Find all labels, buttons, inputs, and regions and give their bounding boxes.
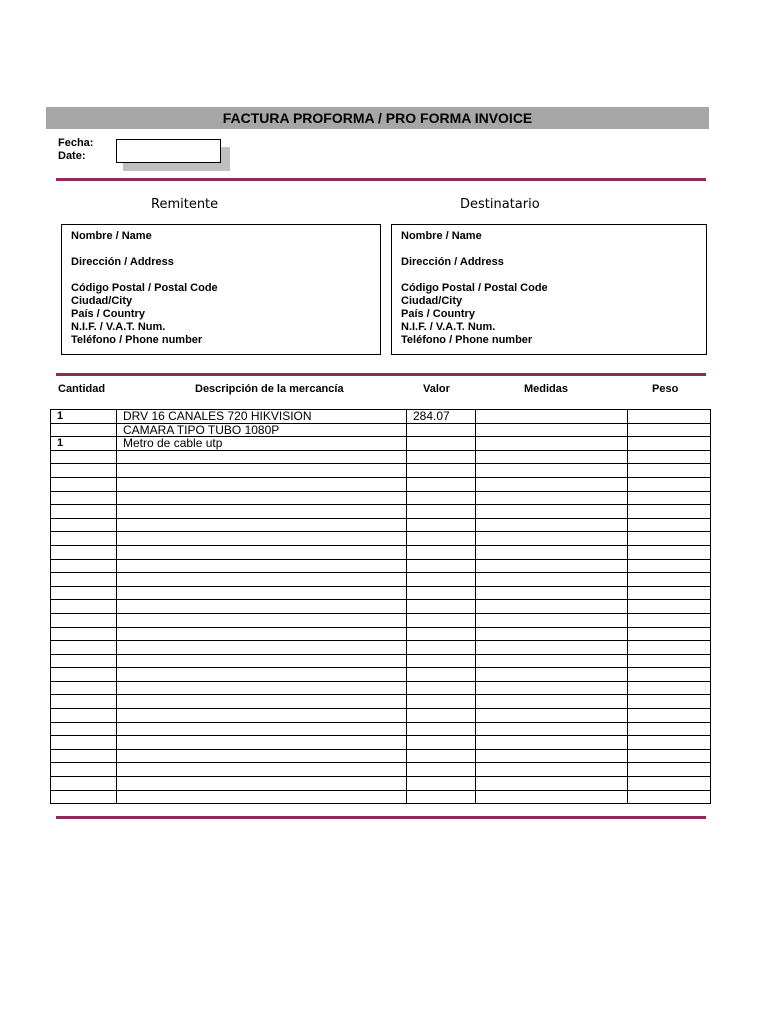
cell-description[interactable] [117, 790, 407, 804]
sender-phone-label: Teléfono / Phone number [71, 334, 203, 346]
cell-description[interactable]: DRV 16 CANALES 720 HIKVISION [117, 410, 407, 424]
divider-bottom [56, 816, 706, 819]
cell-weight[interactable] [628, 613, 711, 627]
cell-quantity[interactable] [51, 545, 117, 559]
cell-weight[interactable] [628, 681, 711, 695]
cell-measures[interactable] [476, 573, 628, 587]
cell-description[interactable] [117, 763, 407, 777]
cell-measures[interactable] [476, 641, 628, 655]
cell-measures[interactable] [476, 709, 628, 723]
cell-quantity[interactable] [51, 777, 117, 791]
cell-weight[interactable] [628, 505, 711, 519]
cell-quantity[interactable] [51, 668, 117, 682]
cell-measures[interactable] [476, 790, 628, 804]
table-row [51, 423, 711, 437]
table-row [51, 545, 711, 559]
cell-weight[interactable] [628, 518, 711, 532]
cell-measures[interactable] [476, 518, 628, 532]
cell-description[interactable] [117, 532, 407, 546]
table-row [51, 695, 711, 709]
sender-vat-label: N.I.F. / V.A.T. Num. [71, 321, 166, 333]
cell-quantity[interactable] [51, 709, 117, 723]
column-header-value: Valor [423, 383, 450, 395]
cell-value[interactable] [407, 654, 476, 668]
cell-value[interactable] [407, 423, 476, 437]
cell-measures[interactable] [476, 736, 628, 750]
table-row [51, 641, 711, 655]
sender-country-label: País / Country [71, 308, 145, 320]
cell-measures[interactable] [476, 505, 628, 519]
cell-measures[interactable] [476, 491, 628, 505]
table-row [51, 505, 711, 519]
cell-value[interactable] [407, 695, 476, 709]
sender-name-label: Nombre / Name [71, 230, 152, 242]
cell-measures[interactable] [476, 545, 628, 559]
cell-weight[interactable] [628, 695, 711, 709]
cell-description[interactable] [117, 464, 407, 478]
cell-description[interactable] [117, 600, 407, 614]
cell-weight[interactable] [628, 477, 711, 491]
cell-quantity[interactable]: 1 [51, 410, 117, 424]
cell-value[interactable] [407, 450, 476, 464]
cell-measures[interactable] [476, 423, 628, 437]
cell-value[interactable] [407, 559, 476, 573]
cell-description[interactable] [117, 709, 407, 723]
cell-value[interactable] [407, 545, 476, 559]
table-row [51, 464, 711, 478]
date-label-es: Fecha: [58, 137, 94, 149]
sender-postal-label: Código Postal / Postal Code [71, 282, 218, 294]
cell-quantity[interactable] [51, 518, 117, 532]
cell-value[interactable] [407, 437, 476, 451]
cell-value[interactable] [407, 627, 476, 641]
cell-description[interactable] [117, 559, 407, 573]
recipient-box[interactable] [391, 224, 707, 355]
cell-quantity[interactable] [51, 641, 117, 655]
cell-weight[interactable] [628, 532, 711, 546]
cell-value[interactable] [407, 749, 476, 763]
cell-description[interactable] [117, 695, 407, 709]
cell-weight[interactable] [628, 586, 711, 600]
sender-box[interactable] [61, 224, 381, 355]
table-row [51, 722, 711, 736]
table-row [51, 613, 711, 627]
cell-weight[interactable] [628, 763, 711, 777]
table-row [51, 518, 711, 532]
date-label [58, 137, 93, 163]
cell-measures[interactable] [476, 749, 628, 763]
table-row [51, 410, 711, 424]
cell-description[interactable] [117, 627, 407, 641]
cell-measures[interactable] [476, 763, 628, 777]
cell-description[interactable] [117, 641, 407, 655]
recipient-name-label: Nombre / Name [401, 230, 482, 242]
sender-city-label: Ciudad/City [71, 295, 133, 307]
cell-quantity[interactable] [51, 627, 117, 641]
table-row [51, 600, 711, 614]
cell-measures[interactable] [476, 477, 628, 491]
cell-value[interactable] [407, 722, 476, 736]
cell-description[interactable]: Metro de cable utp [117, 437, 407, 451]
table-row [51, 573, 711, 587]
cell-quantity[interactable] [51, 450, 117, 464]
cell-weight[interactable] [628, 464, 711, 478]
table-row [51, 749, 711, 763]
recipient-postal-label: Código Postal / Postal Code [401, 282, 548, 294]
cell-quantity[interactable] [51, 695, 117, 709]
cell-description[interactable] [117, 505, 407, 519]
table-row [51, 491, 711, 505]
cell-description[interactable] [117, 450, 407, 464]
cell-measures[interactable] [476, 722, 628, 736]
cell-quantity[interactable] [51, 763, 117, 777]
cell-measures[interactable] [476, 450, 628, 464]
cell-description[interactable] [117, 518, 407, 532]
cell-measures[interactable] [476, 777, 628, 791]
sender-address-label: Dirección / Address [71, 256, 174, 268]
cell-measures[interactable] [476, 681, 628, 695]
cell-weight[interactable] [628, 423, 711, 437]
cell-quantity[interactable] [51, 681, 117, 695]
cell-weight[interactable] [628, 668, 711, 682]
cell-description[interactable] [117, 777, 407, 791]
cell-weight[interactable] [628, 641, 711, 655]
cell-weight[interactable] [628, 573, 711, 587]
cell-value[interactable] [407, 518, 476, 532]
cell-quantity[interactable]: 1 [51, 437, 117, 451]
cell-weight[interactable] [628, 437, 711, 451]
cell-measures[interactable] [476, 586, 628, 600]
cell-weight[interactable] [628, 545, 711, 559]
recipient-city-label: Ciudad/City [401, 295, 463, 307]
cell-description[interactable] [117, 681, 407, 695]
table-row [51, 763, 711, 777]
table-row [51, 790, 711, 804]
table-row [51, 586, 711, 600]
cell-weight[interactable] [628, 709, 711, 723]
cell-measures[interactable] [476, 464, 628, 478]
table-row [51, 559, 711, 573]
cell-value[interactable] [407, 600, 476, 614]
cell-value[interactable] [407, 613, 476, 627]
cell-value[interactable] [407, 736, 476, 750]
cell-description[interactable] [117, 613, 407, 627]
cell-quantity[interactable] [51, 736, 117, 750]
recipient-title: Destinatario [460, 197, 540, 212]
cell-value[interactable] [407, 709, 476, 723]
table-row [51, 654, 711, 668]
table-row [51, 777, 711, 791]
cell-value[interactable] [407, 681, 476, 695]
cell-weight[interactable] [628, 600, 711, 614]
cell-value[interactable] [407, 668, 476, 682]
table-row [51, 437, 711, 451]
cell-description[interactable] [117, 654, 407, 668]
cell-measures[interactable] [476, 668, 628, 682]
cell-quantity[interactable] [51, 423, 117, 437]
cell-weight[interactable] [628, 722, 711, 736]
cell-quantity[interactable] [51, 464, 117, 478]
cell-quantity[interactable] [51, 573, 117, 587]
cell-weight[interactable] [628, 627, 711, 641]
cell-quantity[interactable] [51, 722, 117, 736]
cell-description[interactable]: CAMARA TIPO TUBO 1080P [117, 423, 407, 437]
cell-weight[interactable] [628, 749, 711, 763]
table-row [51, 736, 711, 750]
cell-description[interactable] [117, 477, 407, 491]
date-field[interactable] [116, 139, 221, 163]
cell-value[interactable] [407, 586, 476, 600]
cell-measures[interactable] [476, 437, 628, 451]
cell-quantity[interactable] [51, 586, 117, 600]
cell-description[interactable] [117, 491, 407, 505]
cell-weight[interactable] [628, 736, 711, 750]
table-row [51, 627, 711, 641]
table-row [51, 668, 711, 682]
recipient-address-label: Dirección / Address [401, 256, 504, 268]
cell-description[interactable] [117, 545, 407, 559]
cell-measures[interactable] [476, 695, 628, 709]
cell-value[interactable] [407, 763, 476, 777]
cell-weight[interactable] [628, 450, 711, 464]
cell-value[interactable] [407, 790, 476, 804]
cell-description[interactable] [117, 749, 407, 763]
invoice-title: FACTURA PROFORMA / PRO FORMA INVOICE [46, 107, 709, 129]
table-row [51, 532, 711, 546]
cell-value[interactable] [407, 477, 476, 491]
cell-measures[interactable] [476, 559, 628, 573]
cell-value[interactable] [407, 641, 476, 655]
cell-quantity[interactable] [51, 600, 117, 614]
cell-value[interactable] [407, 464, 476, 478]
table-row [51, 681, 711, 695]
cell-value[interactable] [407, 491, 476, 505]
cell-quantity[interactable] [51, 654, 117, 668]
cell-quantity[interactable] [51, 613, 117, 627]
column-header-weight: Peso [652, 383, 679, 395]
table-row [51, 450, 711, 464]
cell-value[interactable]: 284.07 [407, 410, 476, 424]
table-row [51, 709, 711, 723]
recipient-country-label: País / Country [401, 308, 475, 320]
recipient-vat-label: N.I.F. / V.A.T. Num. [401, 321, 496, 333]
cell-quantity[interactable] [51, 749, 117, 763]
cell-weight[interactable] [628, 654, 711, 668]
recipient-phone-label: Teléfono / Phone number [401, 334, 533, 346]
cell-description[interactable] [117, 573, 407, 587]
divider-middle [56, 373, 706, 376]
column-header-description: Descripción de la mercancía [195, 383, 344, 395]
cell-value[interactable] [407, 532, 476, 546]
cell-description[interactable] [117, 668, 407, 682]
cell-description[interactable] [117, 586, 407, 600]
cell-measures[interactable] [476, 613, 628, 627]
sender-title: Remitente [151, 197, 219, 212]
cell-value[interactable] [407, 505, 476, 519]
items-table [50, 409, 711, 804]
date-label-en: Date: [58, 150, 86, 162]
cell-quantity[interactable] [51, 559, 117, 573]
cell-description[interactable] [117, 722, 407, 736]
cell-weight[interactable] [628, 777, 711, 791]
cell-measures[interactable] [476, 654, 628, 668]
cell-weight[interactable] [628, 790, 711, 804]
column-header-quantity: Cantidad [58, 383, 106, 395]
cell-weight[interactable] [628, 559, 711, 573]
cell-weight[interactable] [628, 410, 711, 424]
cell-quantity[interactable] [51, 532, 117, 546]
divider-top [56, 178, 706, 181]
cell-measures[interactable] [476, 532, 628, 546]
column-header-measures: Medidas [524, 383, 569, 395]
cell-description[interactable] [117, 736, 407, 750]
cell-quantity[interactable] [51, 505, 117, 519]
cell-weight[interactable] [628, 491, 711, 505]
cell-measures[interactable] [476, 410, 628, 424]
cell-measures[interactable] [476, 600, 628, 614]
cell-value[interactable] [407, 777, 476, 791]
cell-value[interactable] [407, 573, 476, 587]
cell-quantity[interactable] [51, 790, 117, 804]
cell-quantity[interactable] [51, 491, 117, 505]
cell-quantity[interactable] [51, 477, 117, 491]
cell-measures[interactable] [476, 627, 628, 641]
table-row [51, 477, 711, 491]
